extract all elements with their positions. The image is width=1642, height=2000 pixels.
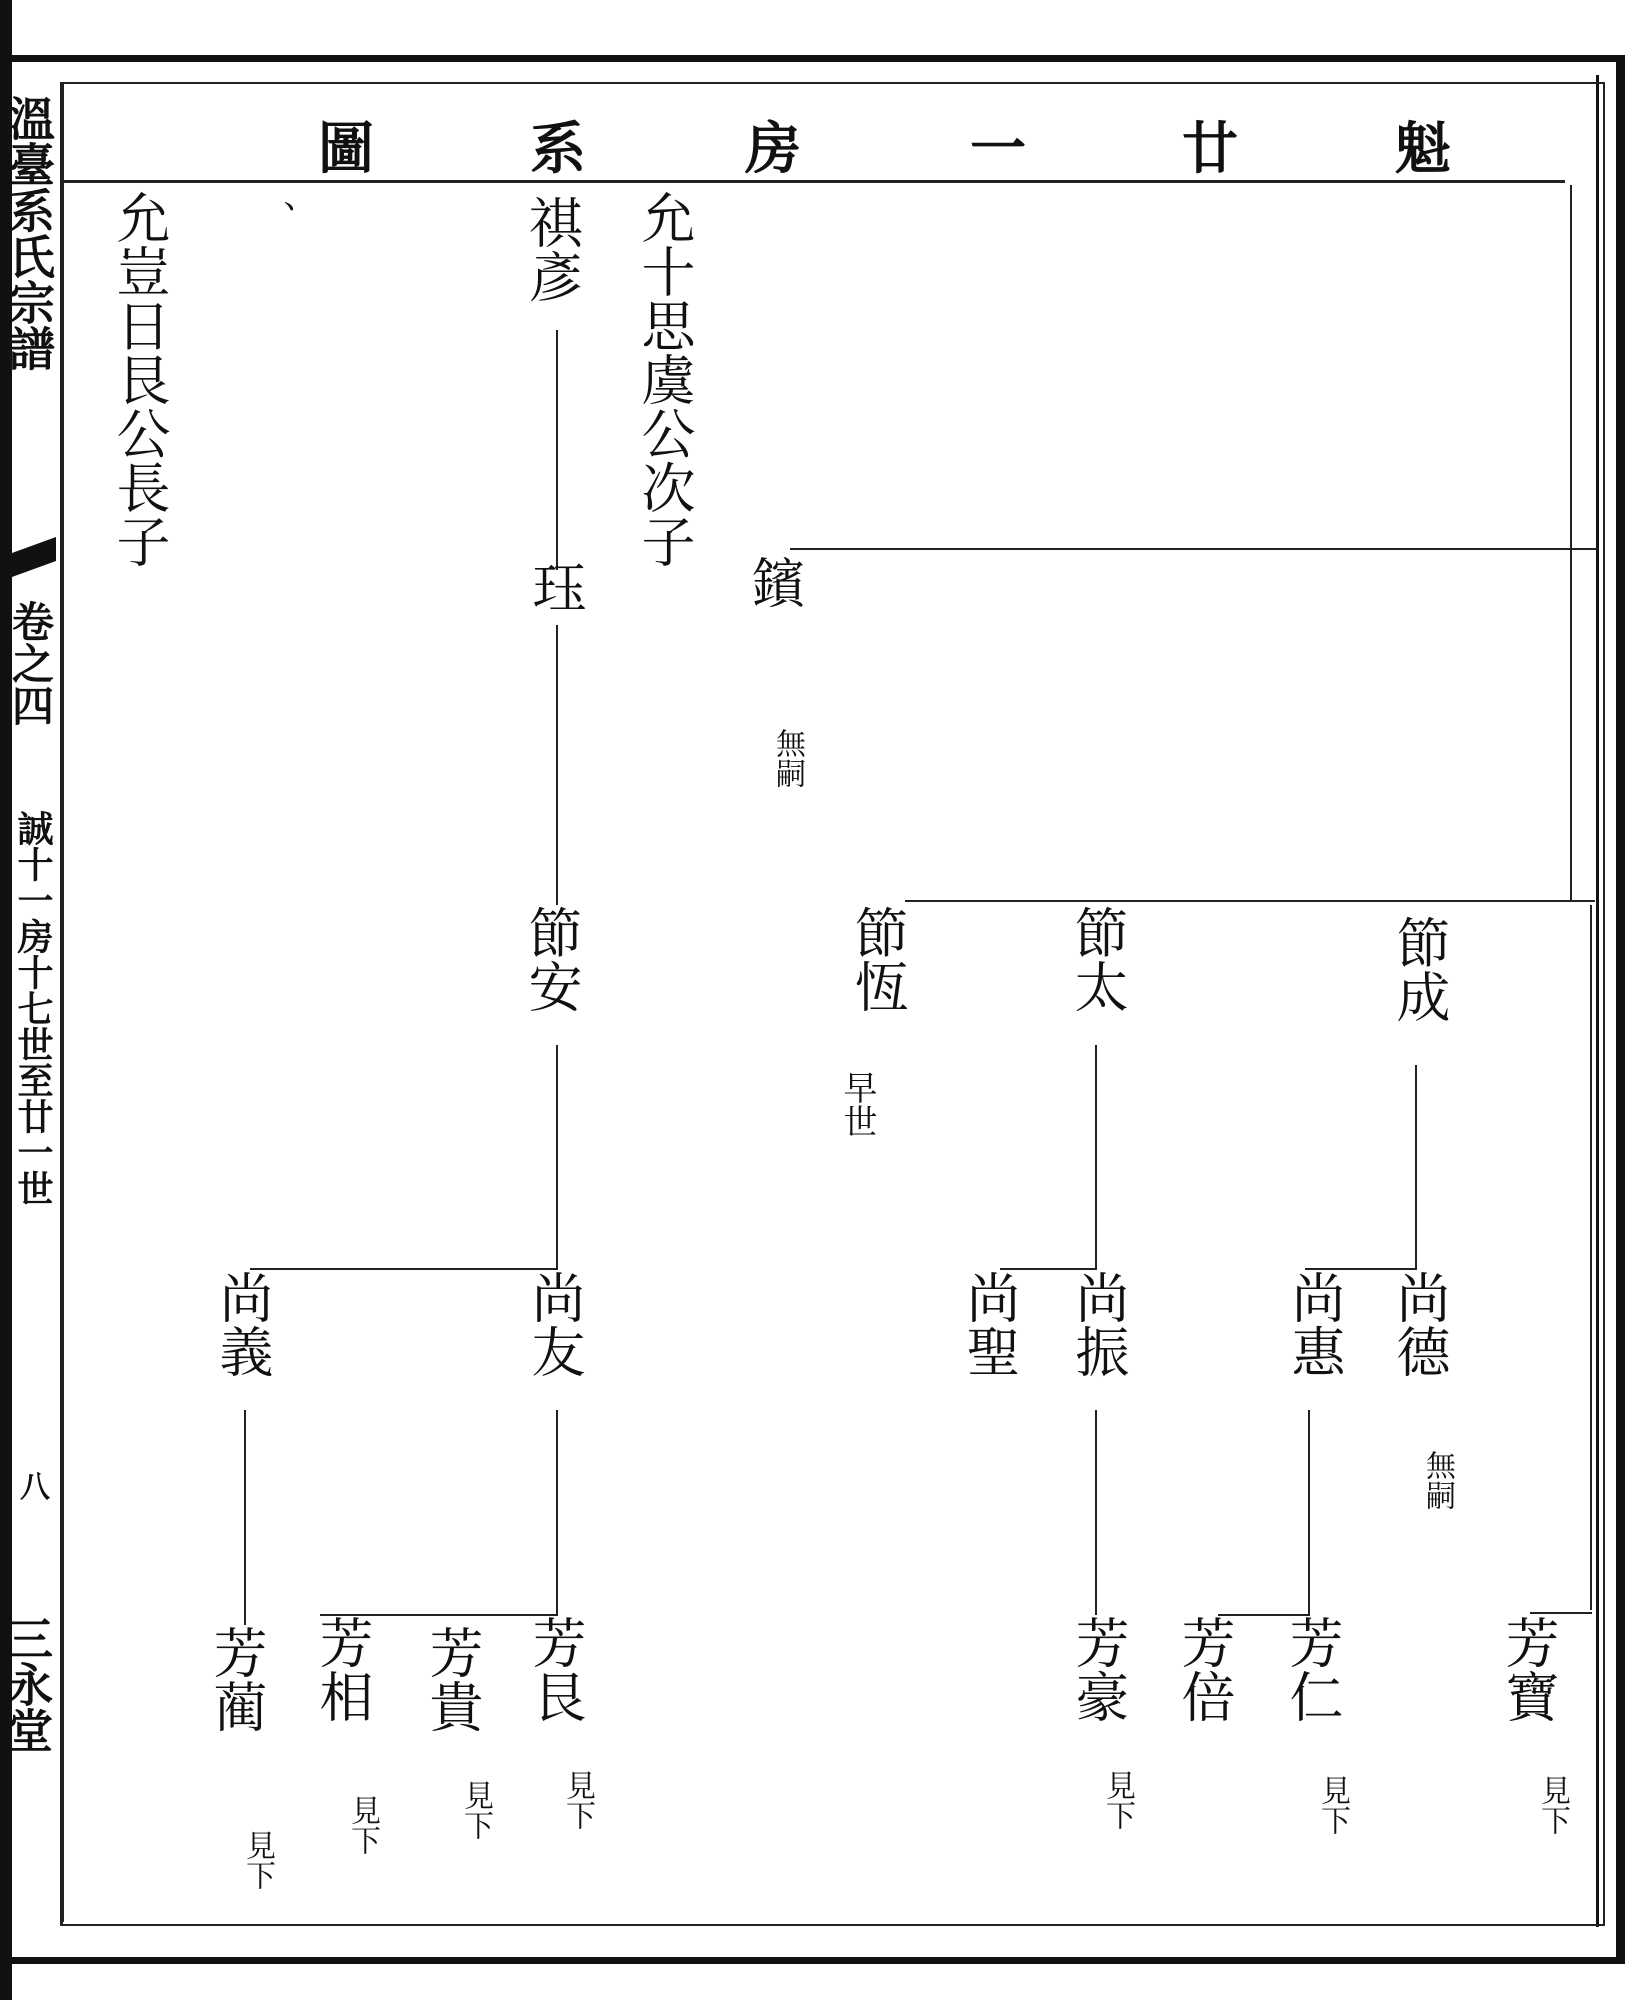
name-jie-tai: 節太 <box>1066 905 1129 1013</box>
line-main-right <box>1570 185 1572 901</box>
line-shangzhen-fanghao <box>1095 1410 1097 1615</box>
intro-second-son: 允十思虞公次子 <box>633 190 696 568</box>
name-jie-cheng: 節成 <box>1388 915 1451 1023</box>
name-fang-bao: 芳寶 <box>1497 1615 1560 1723</box>
name-fang-bei: 芳倍 <box>1173 1615 1236 1723</box>
inner-border <box>60 82 1605 1926</box>
name-jie-an: 節安 <box>520 905 583 1013</box>
note-see-below-fanggen: 見下 <box>560 1770 595 1830</box>
name-shang-sheng: 尚聖 <box>958 1270 1021 1378</box>
note-see-below-fanglan: 見下 <box>240 1830 275 1890</box>
name-fang-ren: 芳仁 <box>1281 1615 1344 1723</box>
line-shangyou-fang <box>556 1410 558 1615</box>
name-fang-xiang: 芳相 <box>311 1615 374 1723</box>
note-see-below-fangren: 見下 <box>1315 1775 1350 1835</box>
note-see-below-fanghao: 見下 <box>1100 1770 1135 1830</box>
line-right-edge-fangbao <box>1590 905 1592 1610</box>
line-qiyan-wang <box>556 330 558 570</box>
name-fang-lan: 芳蔺 <box>205 1625 268 1733</box>
volume-label: 卷之四 <box>6 600 55 726</box>
book-title: 溫臺系氏宗譜 <box>2 95 56 371</box>
title-char-1: 魁 <box>1395 116 1451 182</box>
line-wang-jiean <box>556 625 558 905</box>
name-fang-hao: 芳豪 <box>1067 1615 1130 1723</box>
note-early-death: 早世 <box>837 1070 877 1138</box>
name-shang-zhen: 尚振 <box>1067 1270 1130 1378</box>
title-char-5: 系 <box>530 116 586 182</box>
name-fang-gui: 芳貴 <box>421 1625 484 1733</box>
bracket-bin <box>790 548 1598 550</box>
title-char-3: 一 <box>970 116 1026 182</box>
title-char-2: 廿 <box>1182 116 1238 182</box>
line-jietai-shangzhen <box>1095 1045 1097 1270</box>
name-shang-yi: 尚義 <box>211 1270 274 1378</box>
name-shang-hui: 尚惠 <box>1283 1270 1346 1378</box>
line-jiean-shangyou <box>556 1045 558 1270</box>
page-number: 八 <box>20 1470 50 1505</box>
name-wang: 珏 <box>524 560 587 614</box>
note-no-heir-bin: 無嗣 <box>770 728 805 788</box>
name-shang-de: 尚德 <box>1388 1270 1451 1378</box>
name-shang-you: 尚友 <box>523 1270 586 1378</box>
line-shanghui-fang <box>1308 1410 1310 1615</box>
bracket-shang-gen <box>250 1268 558 1270</box>
note-see-below-fangbao: 見下 <box>1535 1775 1570 1835</box>
title-char-4: 房 <box>745 116 801 182</box>
note-no-heir-shangde: 無嗣 <box>1420 1450 1455 1510</box>
title-rule <box>60 180 1565 183</box>
bracket-fang-bao <box>1530 1612 1592 1614</box>
line-jiecheng-shangde <box>1415 1065 1417 1270</box>
intro-eldest-son: 允豈日艮公長子 <box>108 190 171 568</box>
line-shangyi-fanglan <box>244 1410 246 1625</box>
bracket-jie <box>905 900 1595 902</box>
hall-name: 三永堂 <box>0 1615 54 1753</box>
title-char-6: 圖 <box>318 116 374 182</box>
note-see-below-fanggui: 見下 <box>458 1780 493 1840</box>
generation-range: 誠十一房十七世至廿一世 <box>12 810 54 1206</box>
name-bin: 鑌 <box>743 555 806 609</box>
note-see-below-fangxiang: 見下 <box>345 1795 380 1855</box>
name-qi-yan: 祺彥 <box>520 195 583 303</box>
tick-mark: 、 <box>255 200 296 236</box>
name-jie-heng: 節恆 <box>846 905 909 1013</box>
name-fang-gen: 芳艮 <box>524 1615 587 1723</box>
